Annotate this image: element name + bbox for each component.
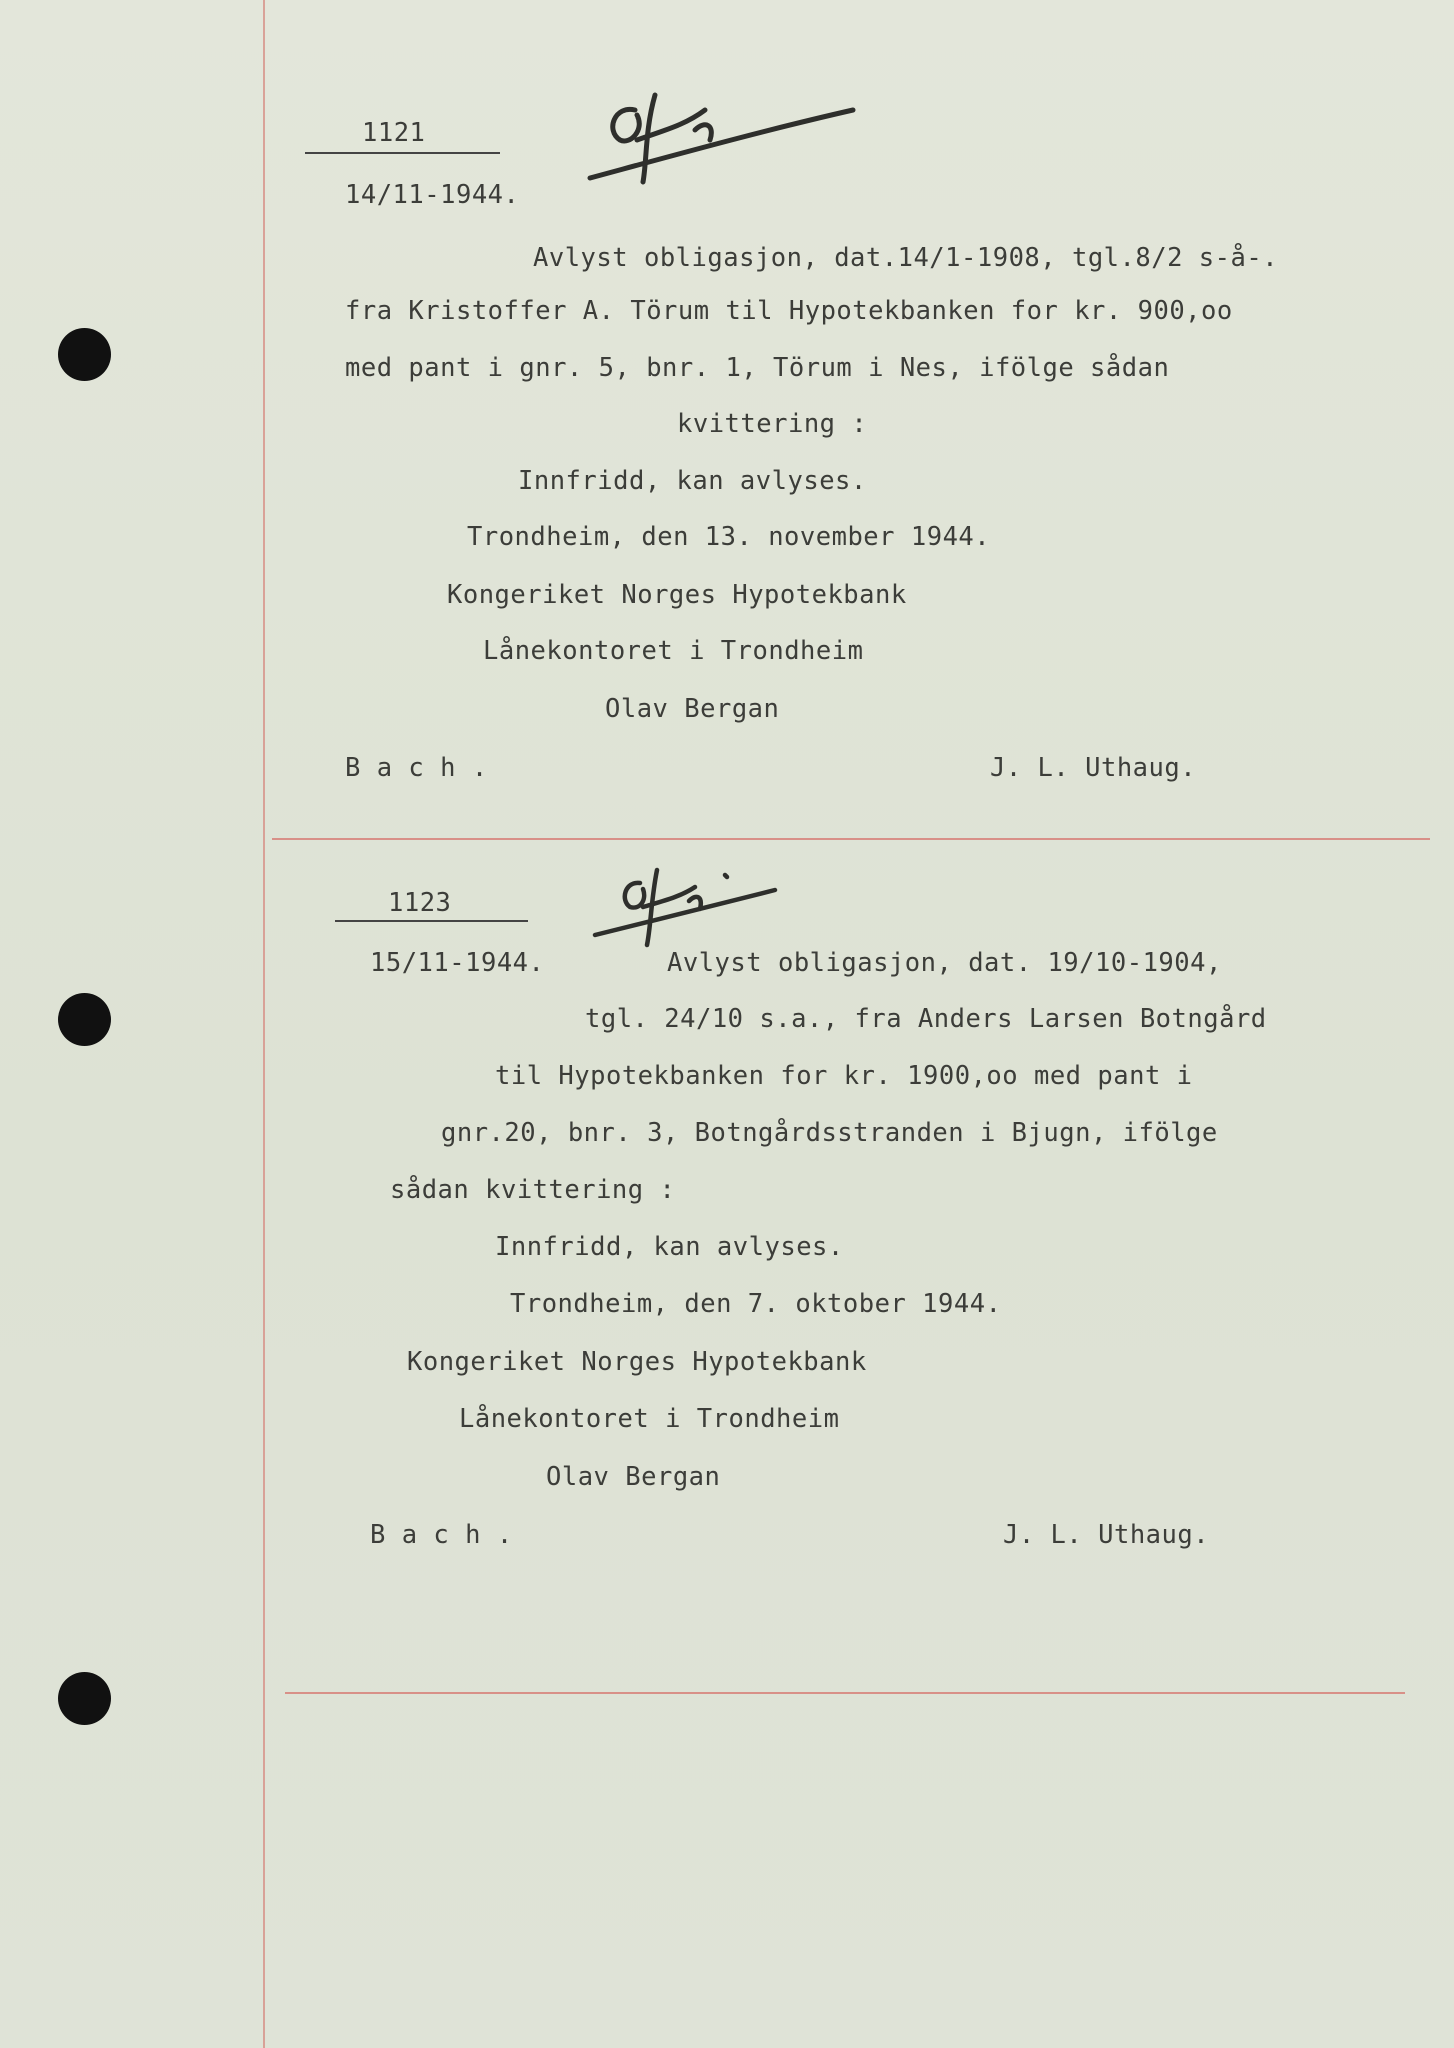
signature-right: J. L. Uthaug. bbox=[1003, 1520, 1210, 1550]
handwritten-initials-mark bbox=[575, 70, 860, 190]
entry-text-line-9: Olav Bergan bbox=[605, 694, 780, 724]
entry-text-line-8: Kongeriket Norges Hypotekbank bbox=[407, 1347, 867, 1377]
entry-number: 1121 bbox=[362, 118, 426, 148]
margin-line bbox=[263, 0, 265, 2048]
entry-text-line-2: tgl. 24/10 s.a., fra Anders Larsen Botngård bbox=[585, 1004, 1267, 1034]
entry-number-underline bbox=[305, 152, 500, 154]
entry-text-line-5: sådan kvittering : bbox=[390, 1175, 676, 1205]
signature-left: B a c h . bbox=[370, 1520, 513, 1550]
entry-date: 14/11-1944. bbox=[345, 180, 520, 210]
entry-number: 1123 bbox=[388, 888, 452, 918]
entry-divider bbox=[285, 1692, 1405, 1694]
entry-text-line-6: Innfridd, kan avlyses. bbox=[495, 1232, 844, 1262]
entry-text-line-10: Olav Bergan bbox=[546, 1462, 721, 1492]
entry-number-underline bbox=[335, 920, 528, 922]
handwritten-initials-mark bbox=[585, 855, 785, 950]
punch-hole-bottom bbox=[58, 1672, 111, 1725]
entry-text-line-1: Avlyst obligasjon, dat. 19/10-1904, bbox=[667, 948, 1222, 978]
entry-text-line-2: fra Kristoffer A. Törum til Hypotekbanken for kr. 900,oo bbox=[345, 296, 1233, 326]
entry-date: 15/11-1944. bbox=[370, 948, 545, 978]
entry-text-line-3: til Hypotekbanken for kr. 1900,oo med pant i bbox=[495, 1061, 1193, 1091]
entry-text-line-7: Trondheim, den 7. oktober 1944. bbox=[510, 1289, 1002, 1319]
entry-text-line-1: Avlyst obligasjon, dat.14/1-1908, tgl.8/2 s-å-. bbox=[533, 243, 1279, 273]
entry-text-line-9: Lånekontoret i Trondheim bbox=[459, 1404, 840, 1434]
entry-text-line-4: gnr.20, bnr. 3, Botngårdsstranden i Bjugn, ifölge bbox=[441, 1118, 1218, 1148]
entry-divider bbox=[272, 838, 1430, 840]
entry-text-line-5: Innfridd, kan avlyses. bbox=[518, 466, 867, 496]
entry-text-line-6: Trondheim, den 13. november 1944. bbox=[467, 522, 991, 552]
entry-text-line-3: med pant i gnr. 5, bnr. 1, Törum i Nes, ifölge sådan bbox=[345, 353, 1170, 383]
signature-left: B a c h . bbox=[345, 753, 488, 783]
punch-hole-middle bbox=[58, 993, 111, 1046]
entry-text-line-8: Lånekontoret i Trondheim bbox=[483, 636, 864, 666]
entry-text-line-7: Kongeriket Norges Hypotekbank bbox=[447, 580, 907, 610]
signature-right: J. L. Uthaug. bbox=[990, 753, 1197, 783]
punch-hole-top bbox=[58, 328, 111, 381]
entry-text-line-4: kvittering : bbox=[677, 409, 868, 439]
